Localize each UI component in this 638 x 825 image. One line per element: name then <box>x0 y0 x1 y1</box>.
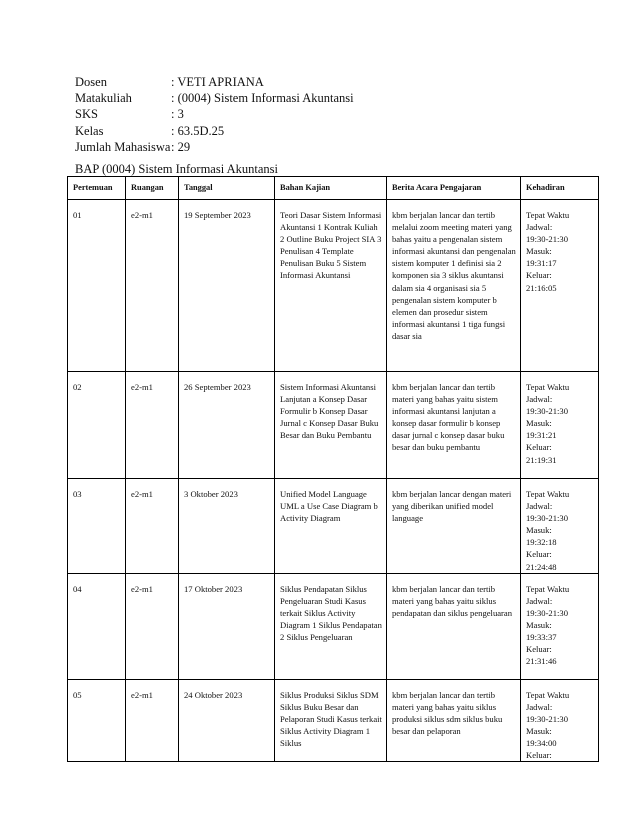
cell-berita-acara: kbm berjalan lancar dan tertib materi yang bahas yaitu siklus pendapatan dan siklus pengeluaran <box>387 573 521 679</box>
header-pertemuan: Pertemuan <box>68 177 126 200</box>
cell-bahan-kajian: Teori Dasar Sistem Informasi Akuntansi 1 Kontrak Kuliah 2 Outline Buku Project SIA 3 Penulisan 4 Template Penulisan Buku 5 Sistem Informasi Akuntansi <box>275 200 387 372</box>
cell-berita-acara: kbm berjalan lancar dan tertib melalui zoom meeting materi yang bahas yaitu a pengenalan sistem informasi akuntansi dan pengenalan sistem komputer 1 definisi sia 2 komponen sia 3 siklus akuntansi dalam sia 4 organisasi sia 5 pengenalan sistem komputer b elemen dan prosedur sistem informasi akuntansi 1 tiga fungsi dasar sia <box>387 200 521 372</box>
masuk-value: 19:31:17 <box>526 258 557 269</box>
cell-kehadiran <box>521 200 599 372</box>
cell-tanggal: 19 September 2023 <box>179 200 275 372</box>
dosen-value: : VETI APRIANA <box>171 75 264 89</box>
matakuliah-value: : (0004) Sistem Informasi Akuntansi <box>171 91 354 106</box>
cell-ruangan: e2-m1 <box>126 479 179 574</box>
cell-ruangan: e2-m1 <box>126 200 179 372</box>
matakuliah-label: Matakuliah <box>75 91 132 106</box>
table-title: BAP (0004) Sistem Informasi Akuntansi <box>75 162 279 176</box>
cell-berita-acara: kbm berjalan lancar dan tertib materi yang bahas yaitu siklus produksi siklus sdm siklus buku besar dan pelaporan <box>387 679 521 762</box>
status-text: Tepat Waktu <box>526 210 570 220</box>
kelas-value: : 63.5D.25 <box>171 123 225 138</box>
cell-tanggal: 17 Oktober 2023 <box>179 573 275 679</box>
cell-pertemuan: 02 <box>68 372 126 479</box>
masuk-value: 19:32:18 <box>526 537 557 548</box>
status-text: Tepat Waktu <box>526 382 570 392</box>
status-text: Tepat Waktu <box>526 689 570 700</box>
status-text: Tepat Waktu <box>526 583 570 594</box>
jadwal-label: Jadwal: <box>526 701 553 712</box>
jadwal-label: Jadwal: <box>526 595 553 606</box>
header-kehadiran: Kehadiran <box>521 177 599 200</box>
jadwal-label: Jadwal: <box>526 394 553 405</box>
table-row <box>68 372 599 479</box>
table-row <box>68 200 599 372</box>
cell-kehadiran <box>521 573 599 679</box>
keluar-label: Keluar: <box>526 750 552 761</box>
table-row <box>68 679 599 762</box>
kelas-row <box>75 123 354 139</box>
cell-tanggal: 3 Oktober 2023 <box>179 479 275 574</box>
table-row <box>68 573 599 679</box>
cell-berita-acara: kbm berjalan lancar dan tertib materi yang bahas yaitu sistem informasi akuntansi lanjutan a konsep dasar formulir b konsep dasar jurnal c konsep dasar buku besar dan buku pembantu <box>387 372 521 479</box>
jadwal-value: 19:30-21:30 <box>526 607 569 618</box>
jadwal-value: 19:30-21:30 <box>526 513 569 524</box>
keluar-label: Keluar: <box>526 644 552 655</box>
keluar-label: Keluar: <box>526 549 552 560</box>
cell-kehadiran <box>521 679 599 762</box>
jadwal-value: 19:30-21:30 <box>526 406 569 417</box>
header-bahan-kajian: Bahan Kajian <box>275 177 387 200</box>
cell-berita-acara: kbm berjalan lancar dengan materi yang diberikan unified model language <box>387 479 521 574</box>
status-text: Tepat Waktu <box>526 489 570 499</box>
cell-bahan-kajian: Siklus Produksi Siklus SDM Siklus Buku Besar dan Pelaporan Studi Kasus terkait Siklus Activity Diagram 1 Siklus <box>275 679 387 762</box>
table-row <box>68 479 599 574</box>
jumlah-label: Jumlah Mahasiswa <box>75 139 171 154</box>
header-tanggal: Tanggal <box>179 177 275 200</box>
jadwal-value: 19:30-21:30 <box>526 713 569 724</box>
cell-pertemuan: 04 <box>68 573 126 679</box>
jadwal-label: Jadwal: <box>526 501 553 512</box>
cell-bahan-kajian: Siklus Pendapatan Siklus Pengeluaran Studi Kasus terkait Siklus Activity Diagram 1 Siklus Pendapatan 2 Siklus Pengeluaran <box>275 573 387 679</box>
masuk-label: Masuk: <box>526 418 552 429</box>
cell-kehadiran <box>521 479 599 574</box>
cell-pertemuan: 03 <box>68 479 126 574</box>
table-header-row <box>68 177 599 200</box>
masuk-value: 19:33:37 <box>526 632 557 643</box>
masuk-label: Masuk: <box>526 525 552 536</box>
sks-value: : 3 <box>171 107 184 122</box>
keluar-value: 21:19:31 <box>526 454 557 465</box>
masuk-value: 19:34:00 <box>526 738 557 749</box>
dosen-row <box>75 74 354 90</box>
keluar-value: 21:16:05 <box>526 282 557 293</box>
jumlah-row <box>75 139 354 155</box>
cell-bahan-kajian: Sistem Informasi Akuntansi Lanjutan a Konsep Dasar Formulir b Konsep Dasar Jurnal c Konsep Dasar Buku Besar dan Buku Pembantu <box>275 372 387 479</box>
header-berita-acara: Berita Acara Pengajaran <box>387 177 521 200</box>
sks-row <box>75 106 354 122</box>
cell-pertemuan: 05 <box>68 679 126 762</box>
keluar-value: 21:24:48 <box>526 561 557 572</box>
cell-tanggal: 24 Oktober 2023 <box>179 679 275 762</box>
course-info <box>75 74 354 155</box>
dosen-label: Dosen <box>75 75 107 89</box>
kelas-label: Kelas <box>75 123 104 138</box>
jadwal-value: 19:30-21:30 <box>526 234 569 245</box>
keluar-value: 21:31:46 <box>526 656 557 667</box>
cell-ruangan: e2-m1 <box>126 372 179 479</box>
masuk-label: Masuk: <box>526 725 552 736</box>
jadwal-label: Jadwal: <box>526 222 553 233</box>
keluar-label: Keluar: <box>526 442 552 453</box>
keluar-label: Keluar: <box>526 270 552 281</box>
bap-table <box>67 176 599 762</box>
cell-ruangan: e2-m1 <box>126 573 179 679</box>
masuk-value: 19:31:21 <box>526 430 557 441</box>
cell-bahan-kajian: Unified Model Language UML a Use Case Diagram b Activity Diagram <box>275 479 387 574</box>
cell-tanggal: 26 September 2023 <box>179 372 275 479</box>
matakuliah-row <box>75 90 354 106</box>
cell-kehadiran <box>521 372 599 479</box>
masuk-label: Masuk: <box>526 619 552 630</box>
jumlah-value: : 29 <box>171 139 191 154</box>
cell-pertemuan: 01 <box>68 200 126 372</box>
sks-label: SKS <box>75 107 98 122</box>
cell-ruangan: e2-m1 <box>126 679 179 762</box>
header-ruangan: Ruangan <box>126 177 179 200</box>
masuk-label: Masuk: <box>526 246 552 257</box>
